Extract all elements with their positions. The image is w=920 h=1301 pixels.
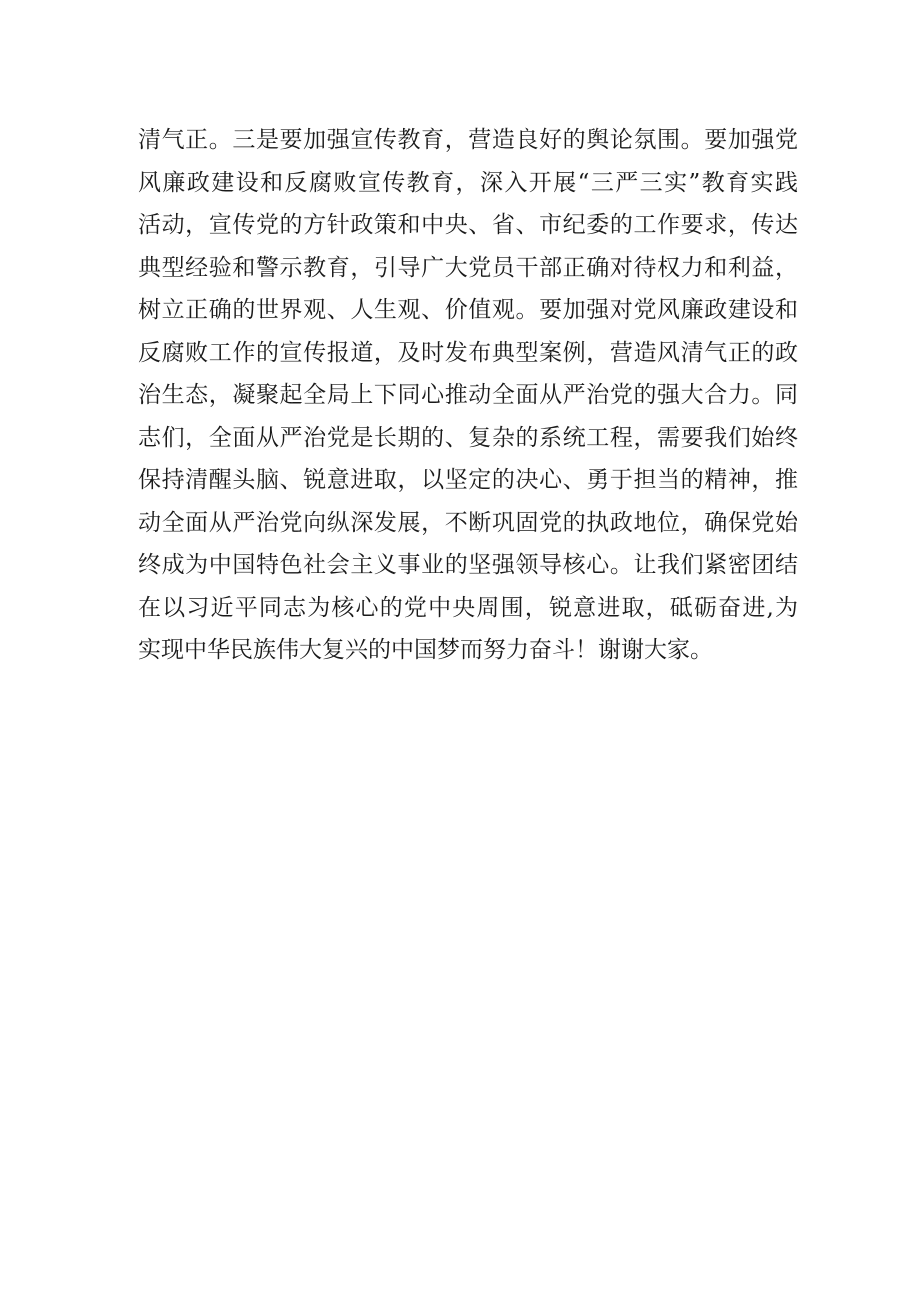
body-paragraph: [138, 119, 798, 672]
paragraph-line: 治生态，凝聚起全局上下同心推动全面从严治党的强大合力。同: [138, 382, 798, 408]
paragraph-line: 典型经验和警示教育，引导广大党员干部正确对待权力和利益，: [138, 254, 798, 281]
paragraph-line: 风廉政建设和反腐败宣传教育，深入开展“三严三实”教育实践: [138, 169, 798, 196]
paragraph-line: 在以习近平同志为核心的党中央周围，锐意进取，砥砺奋进,为: [138, 594, 798, 621]
paragraph-line: 保持清醒头脑、锐意进取，以坚定的决心、勇于担当的精神，推: [138, 467, 798, 493]
paragraph-line: 终成为中国特色社会主义事业的坚强领导核心。让我们紧密团结: [138, 552, 798, 578]
paragraph-line: 反腐败工作的宣传报道，及时发布典型案例，营造风清气正的政: [138, 339, 798, 366]
paragraph-line-last: 实现中华民族伟大复兴的中国梦而努力奋斗！谢谢大家。: [138, 637, 713, 663]
paragraph-line: 清气正。三是要加强宣传教育，营造良好的舆论氛围。要加强党: [138, 127, 798, 153]
paragraph-line: 活动，宣传党的方针政策和中央、省、市纪委的工作要求，传达: [138, 212, 798, 238]
paragraph-line: 志们，全面从严治党是长期的、复杂的系统工程，需要我们始终: [138, 424, 798, 451]
paragraph-line: 动全面从严治党向纵深发展，不断巩固党的执政地位，确保党始: [138, 509, 798, 536]
paragraph-line: 树立正确的世界观、人生观、价值观。要加强对党风廉政建设和: [138, 297, 798, 323]
